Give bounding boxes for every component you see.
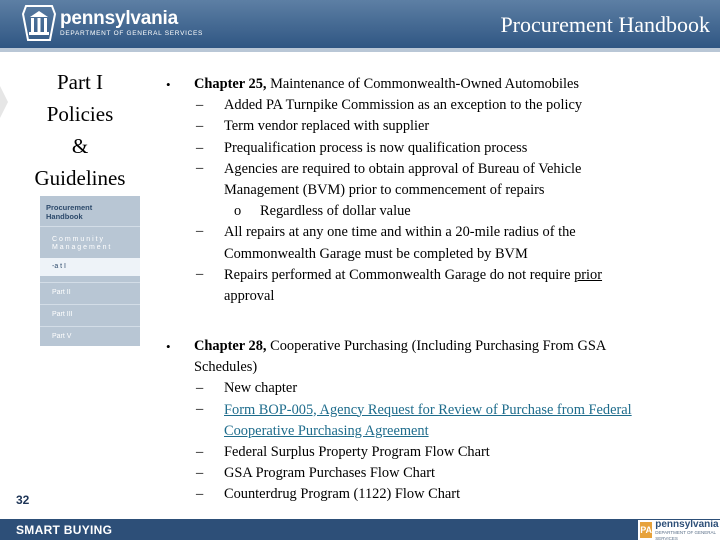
keystone-icon <box>22 4 56 42</box>
sub-list-item-text: Regardless of dollar value <box>260 203 411 220</box>
dash-icon: – <box>196 265 204 282</box>
thumbnail-divider <box>40 226 140 227</box>
list-item <box>196 378 696 399</box>
dash-icon: – <box>196 139 204 156</box>
dash-icon: – <box>196 159 204 176</box>
thumbnail-item: C o m m u n i t y <box>52 236 103 243</box>
list-item <box>196 265 696 307</box>
thumbnail-divider <box>40 304 140 305</box>
page-title: Procurement Handbook <box>500 12 710 37</box>
list-item-text: Commonwealth Garage must be completed by BVM <box>224 245 528 262</box>
previous-slide-arrow-icon[interactable] <box>0 86 8 118</box>
part-label: Part I <box>56 70 104 94</box>
thumbnail-item: Part V <box>52 333 72 340</box>
chapter-number: Chapter 28, <box>194 338 267 354</box>
logo-subtitle: DEPARTMENT OF GENERAL SERVICES <box>60 29 204 37</box>
list-item <box>196 442 696 463</box>
circle-bullet-icon: o <box>234 203 242 220</box>
pa-badge-icon: PA <box>640 522 652 538</box>
chapter-title: Maintenance of Commonwealth-Owned Automobiles <box>266 76 580 92</box>
underlined-word: prior <box>574 266 603 283</box>
dash-icon: – <box>196 400 204 417</box>
handbook-thumbnail <box>40 196 140 346</box>
list-item-text: Federal Surplus Property Program Flow Chart <box>224 444 490 461</box>
list-item <box>196 463 696 484</box>
thumbnail-divider <box>40 326 140 327</box>
footer-pennsylvania-logo[interactable] <box>638 520 720 540</box>
chapter-28-heading <box>194 336 696 357</box>
chapter-number: Chapter 25, <box>194 76 267 92</box>
list-item <box>196 95 696 116</box>
dash-icon: – <box>196 118 204 135</box>
part-heading <box>20 66 140 194</box>
footer-logo-subtitle: DEPARTMENT OF GENERAL SERVICES <box>655 529 716 540</box>
logo-wordmark: pennsylvania <box>60 7 178 29</box>
chapter-28-section <box>166 336 696 506</box>
header-divider <box>0 48 720 52</box>
dash-icon: – <box>196 486 204 503</box>
part-title-line: Policies <box>46 102 114 126</box>
dash-icon: – <box>196 380 204 397</box>
list-item-text: Agencies are required to obtain approval of Bureau of Vehicle <box>224 160 582 177</box>
thumbnail-divider <box>40 282 140 283</box>
list-item-text: GSA Program Purchases Flow Chart <box>224 465 436 482</box>
thumbnail-title-line: Handbook <box>46 212 83 221</box>
chapter-25-section <box>166 74 696 307</box>
dash-icon: – <box>196 465 204 482</box>
list-item <box>196 222 696 264</box>
list-item-text: Repairs performed at Commonwealth Garage do not require <box>224 266 575 283</box>
bullet-icon: • <box>166 77 171 92</box>
list-item-text: approval <box>224 288 275 305</box>
dash-icon: – <box>196 97 204 114</box>
footer-tagline: SMART BUYING <box>16 523 113 537</box>
chapter-25-heading <box>194 74 696 95</box>
form-bop-005-link[interactable]: Form BOP-005, Agency Request for Review of Purchase from Federal <box>224 401 632 418</box>
list-item <box>196 116 696 137</box>
chapter-title: Cooperative Purchasing (Including Purchasing From GSA <box>266 338 607 354</box>
sub-list-item <box>234 201 696 222</box>
list-item-text: New chapter <box>224 380 298 397</box>
thumbnail-item: Part III <box>52 311 73 318</box>
thumbnail-item-active: -a t I <box>52 263 67 270</box>
list-item <box>196 484 696 505</box>
handbook-thumbnail-title <box>46 203 92 221</box>
footer-logo-wordmark: pennsylvania <box>655 518 719 530</box>
form-bop-005-link-cont[interactable]: Cooperative Purchasing Agreement <box>224 422 429 439</box>
dash-icon: – <box>196 444 204 461</box>
list-item <box>196 159 696 201</box>
list-item-text: Prequalification process is now qualification process <box>224 139 528 156</box>
dash-icon: – <box>196 223 204 240</box>
list-item-text: Counterdrug Program (1122) Flow Chart <box>224 486 461 503</box>
part-title-ampersand: & <box>71 134 89 158</box>
thumbnail-title-line: Procurement <box>46 203 93 212</box>
chapter-28-heading-cont: Schedules) <box>194 359 258 376</box>
thumbnail-item: Part II <box>52 289 71 296</box>
list-item-text: Management (BVM) prior to commencement of repairs <box>224 182 545 199</box>
list-item <box>196 400 696 442</box>
list-item-text: All repairs at any one time and within a 20-mile radius of the <box>224 224 576 241</box>
list-item <box>196 138 696 159</box>
list-item-text: Added PA Turnpike Commission as an exception to the policy <box>224 97 583 114</box>
page-number: 32 <box>16 493 30 507</box>
thumbnail-item: M a n a g e m e n t <box>52 244 111 251</box>
bullet-icon: • <box>166 339 171 354</box>
part-title-line: Guidelines <box>34 166 126 190</box>
list-item-text: Term vendor replaced with supplier <box>224 118 430 135</box>
pennsylvania-logo[interactable] <box>22 4 203 42</box>
